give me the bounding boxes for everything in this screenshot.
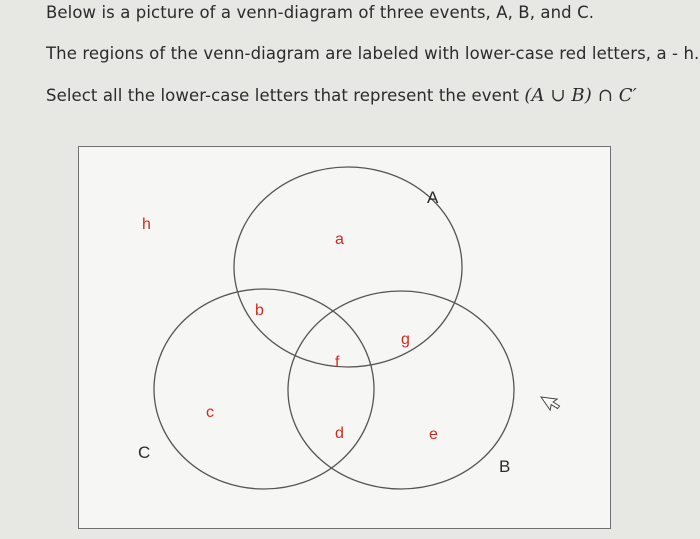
region-label-f: f — [335, 354, 340, 371]
region-label-c: c — [206, 404, 214, 421]
region-label-b: b — [255, 302, 264, 319]
mouse-cursor-icon — [541, 390, 562, 412]
question-line-3 — [46, 85, 637, 106]
set-label-a: A — [427, 188, 439, 207]
question-line-1: Below is a picture of a venn-diagram of three events, A, B, and C. — [46, 3, 595, 22]
region-label-e: e — [429, 426, 438, 443]
event-expression: (A ∪ B) ∩ C′ — [524, 85, 637, 106]
venn-diagram-box — [78, 146, 611, 529]
set-label-b: B — [499, 457, 511, 476]
question-prompt: Select all the lower-case letters that represent the event — [46, 86, 525, 105]
region-label-a: a — [335, 231, 344, 248]
region-label-h: h — [142, 216, 151, 233]
circle-b — [288, 291, 514, 489]
set-label-c: C — [138, 443, 151, 462]
venn-diagram — [79, 147, 612, 530]
region-label-g: g — [401, 331, 410, 348]
region-label-d: d — [335, 425, 344, 442]
question-line-2: The regions of the venn-diagram are labeled with lower-case red letters, a - h. — [46, 44, 700, 63]
circle-c — [154, 289, 374, 489]
